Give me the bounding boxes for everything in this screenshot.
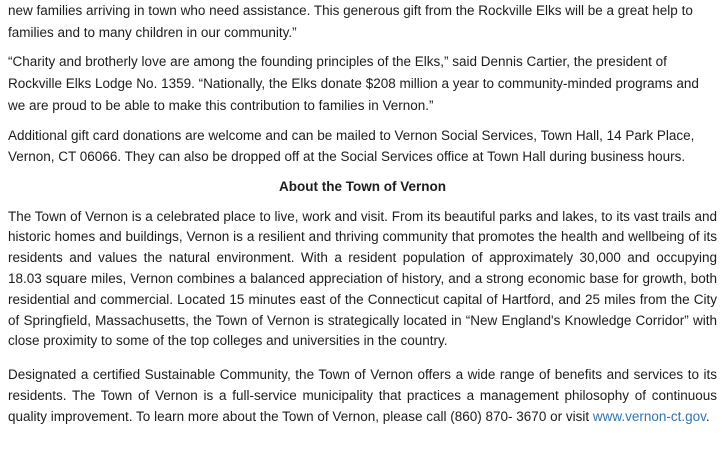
intro-paragraph-1: new families arriving in town who need assistance. This generous gift from the Rockville Elks will be a great help to families and to many children in our community.” [8,3,693,40]
closing-paragraph-period: . [705,408,710,424]
intro-paragraph-2: “Charity and brotherly love are among the founding principles of the Elks,” said Dennis Cartier, the president of Rockville Elks Lodge No. 1359. “Nationally, the Elks donate $208 million a year to community-minded programs and we are proud to be able to make this contribution to families in Vernon.” [8,54,699,113]
vernon-website-link[interactable]: www.vernon-ct.gov [592,408,706,424]
about-section-heading: About the Town of Vernon [279,178,446,194]
about-paragraph: The Town of Vernon is a celebrated place to live, work and visit. From its beautiful parks and lakes, to its vast trails and historic homes and buildings, Vernon is a resilient and thriving community that promotes the health and wellbeing of its residents and values the natural environment. With a resident population of approximately 30,000 and occupying 18.03 square miles, Vernon combines a balanced appreciation of history, and a strong economic base for growth, both residential and commercial. Located 15 minutes east of the Connecticut capital of Hartford, and 25 miles from the City of Springfield, Massachusetts, the Town of Vernon is strategically located in “New England's Knowledge Corridor” with close proximity to some of the top colleges and universities in the country. [8,208,717,349]
closing-paragraph [8,365,717,427]
intro-paragraph-3: Additional gift card donations are welcome and can be mailed to Vernon Social Services, Town Hall, 14 Park Place, Vernon, CT 06066. They can also be dropped off at the Social Services office at Town Hall during business hours. [8,127,695,165]
closing-paragraph-text: Designated a certified Sustainable Community, the Town of Vernon offers a wide range of benefits and services to its residents. The Town of Vernon is a full-service municipality that practices a management philosophy of continuous quality improvement. To learn more about the Town of Vernon, please call (860) 870- 3670 or visit [8,367,717,424]
